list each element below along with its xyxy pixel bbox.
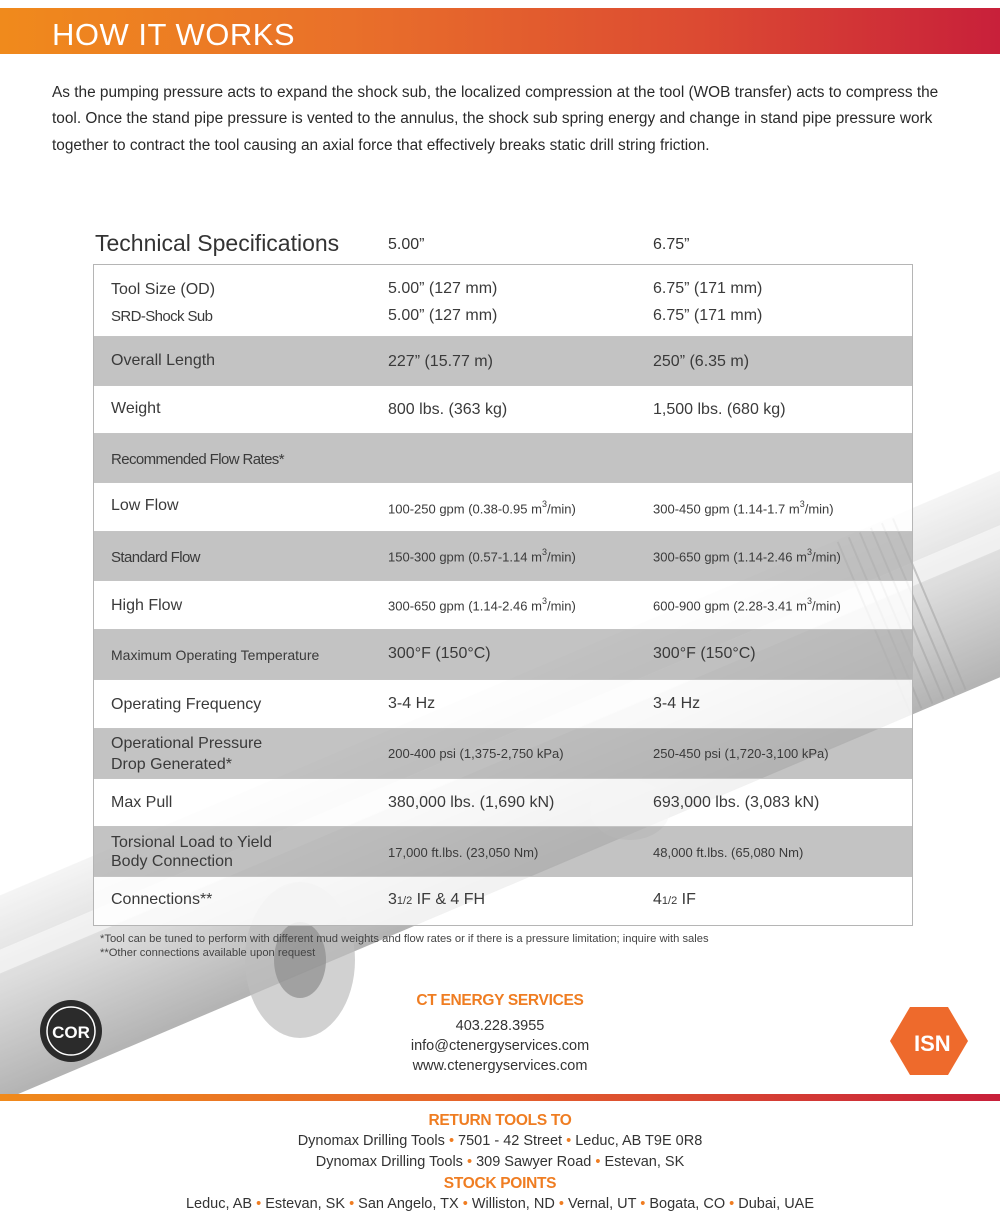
row-value-675in: 300-650 gpm (1.14-2.46 $m^3/\min$): [653, 547, 841, 565]
row-value-675in: 250-450 psi (1,720-3,100 kPa): [653, 746, 829, 761]
footer-bar: [0, 1094, 1000, 1101]
row-label: Weight: [111, 400, 161, 417]
row-value-5in: 150-300 gpm (0.57-1.14 $m^3/\min$): [388, 547, 576, 565]
row-label: SRD-Shock Sub: [111, 308, 213, 325]
row-value-5in: 31/2 IF & 4 FH: [388, 891, 486, 908]
row-value-675in: 300-450 gpm (1.14-1.7 $m^3/\min$): [653, 499, 834, 517]
row-label: Low Flow: [111, 497, 179, 514]
company-website[interactable]: www.ctenergyservices.com: [412, 1058, 588, 1074]
column-header-5in: 5.00”: [388, 236, 425, 253]
svg-text:COR: COR: [52, 1023, 90, 1042]
row-value-675in: 250” (6.35 m): [653, 353, 750, 370]
row-label: Tool Size (OD): [111, 281, 216, 298]
row-value-5in: 3-4 Hz: [388, 695, 436, 712]
intro-paragraph: As the pumping pressure acts to expand the shock sub, the localized compression at the tool (WOB transfer) acts to compress the tool. Once the stand pipe pressure is vented to the annulus, the shock sub spring energy and change in stand pipe pressure work together to contract the tool causing an axial force that effectively breaks static drill string friction.: [52, 84, 939, 154]
return-address-leduc: Dynomax Drilling Tools • 7501 - 42 Street • Leduc, AB T9E 0R8: [297, 1133, 703, 1149]
row-value-5in: 200-400 psi (1,375-2,750 kPa): [388, 746, 564, 761]
column-header-675in: 6.75”: [653, 236, 690, 253]
row-value-675in: 6.75” (171 mm): [653, 307, 763, 324]
spec-table: [93, 264, 913, 926]
row-label: High Flow: [111, 597, 183, 614]
table-row: [94, 434, 912, 483]
table-row: [94, 337, 912, 386]
row-label: Maximum Operating Temperature: [111, 647, 320, 663]
row-value-675in: 1,500 lbs. (680 kg): [653, 401, 786, 418]
row-value-675in: 693,000 lbs. (3,083 kN): [653, 794, 820, 811]
isn-logo: [890, 1005, 1000, 1085]
row-label: Overall Length: [111, 352, 216, 369]
table-row: [94, 877, 912, 925]
row-value-5in: 300°F (150°C): [388, 645, 491, 662]
row-value-5in: 800 lbs. (363 kg): [388, 401, 508, 418]
stock-points-list: Leduc, AB • Estevan, SK • San Angelo, TX • Williston, ND • Vernal, UT • Bogata, CO • Dubai, UAE: [185, 1196, 815, 1212]
table-row: [94, 680, 912, 729]
footnotes: [100, 932, 709, 960]
page-title: HOW IT WORKS: [52, 17, 296, 52]
table-row: [94, 779, 912, 827]
row-value-675in: 41/2 IF: [653, 891, 696, 908]
row-value-5in: 380,000 lbs. (1,690 kN): [388, 794, 555, 811]
row-label: Max Pull: [111, 794, 173, 811]
row-label: Recommended Flow Rates*: [111, 451, 284, 468]
table-row: [94, 386, 912, 434]
row-label: Operational Pressure Drop Generated*: [111, 735, 263, 773]
row-value-5in: 5.00” (127 mm): [388, 307, 498, 324]
table-row: [94, 483, 912, 532]
row-value-675in: 6.75” (171 mm): [653, 280, 763, 297]
table-row: [94, 581, 912, 630]
row-label: Operating Frequency: [111, 696, 262, 713]
table-row: [94, 729, 912, 779]
return-address-estevan: Dynomax Drilling Tools • 309 Sawyer Road • Estevan, SK: [315, 1154, 685, 1170]
row-value-5in: 17,000 ft.lbs. (23,050 Nm): [388, 845, 539, 860]
row-value-5in: 5.00” (127 mm): [388, 280, 498, 297]
row-value-5in: 227” (15.77 m): [388, 353, 493, 370]
row-value-5in: 100-250 gpm (0.38-0.95 $m^3/\min$): [388, 499, 576, 517]
svg-text:ISN: ISN: [914, 1031, 951, 1056]
row-value-675in: 600-900 gpm (2.28-3.41 $m^3/\min$): [653, 596, 841, 614]
table-row: [94, 827, 912, 877]
header-bar: [0, 8, 1000, 54]
table-row: [94, 630, 912, 680]
company-phone[interactable]: 403.228.3955: [455, 1018, 545, 1034]
specs-title: Technical Specifications: [95, 230, 340, 256]
row-label: Standard Flow: [111, 549, 200, 566]
row-label: Torsional Load to Yield Body Connection: [111, 834, 272, 870]
footnote-tuning: *Tool can be tuned to perform with different mud weights and flow rates or if there is a pressure limitation; inquire with sales: [100, 933, 709, 945]
return-heading: RETURN TOOLS TO: [428, 1112, 572, 1129]
table-row: [94, 532, 912, 581]
company-name: CT ENERGY SERVICES: [416, 992, 584, 1009]
stock-points-heading: STOCK POINTS: [443, 1175, 557, 1192]
table-row: [94, 265, 912, 337]
return-and-stock-info: [0, 1110, 1000, 1215]
row-label: Connections**: [111, 891, 213, 908]
footnote-connections: **Other connections available upon request: [100, 947, 316, 959]
row-value-675in: 3-4 Hz: [653, 695, 701, 712]
company-contact: [0, 992, 1000, 1076]
row-value-675in: 300°F (150°C): [653, 645, 756, 662]
row-value-675in: 48,000 ft.lbs. (65,080 Nm): [653, 845, 804, 860]
company-email[interactable]: info@ctenergyservices.com: [410, 1038, 590, 1054]
row-value-5in: 300-650 gpm (1.14-2.46 $m^3/\min$): [388, 596, 576, 614]
